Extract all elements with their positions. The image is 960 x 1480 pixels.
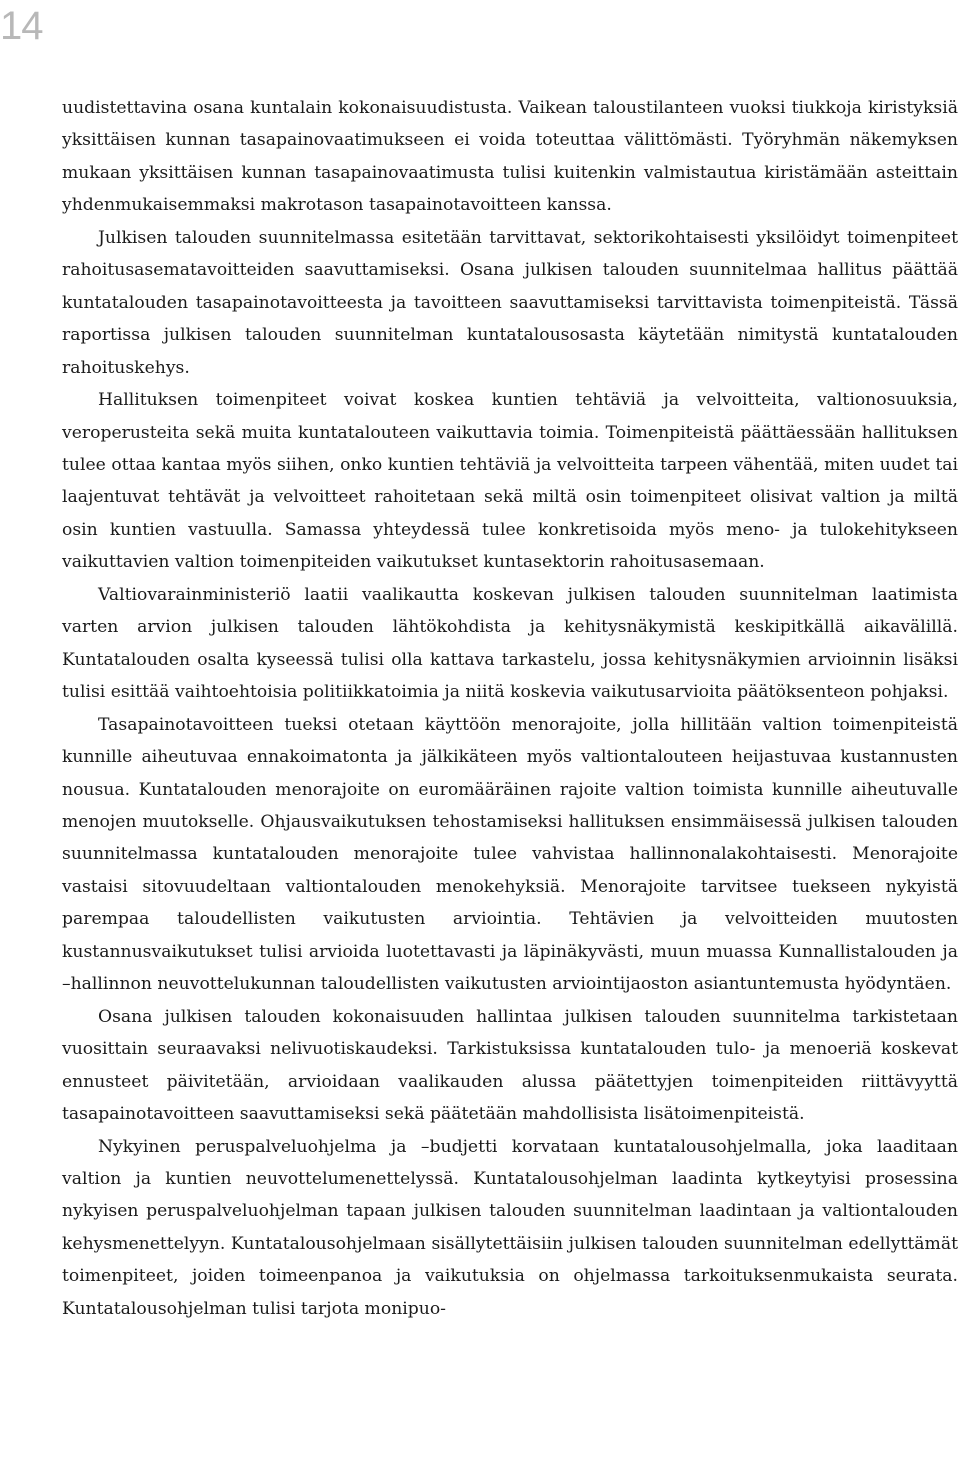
body-text [62, 92, 958, 1325]
paragraph-7: Nykyinen peruspalveluohjelma ja –budjetti korvataan kuntatalousohjelmalla, joka laaditaan valtion ja kuntien neuvottelumenettelyssä. Kuntatalousohjelman laadinta kytkeytyisi prosessina nykyisen peruspalveluohjelman tapaan julkisen talouden suunnitelman laadintaan ja valtiontalouden kehysmenettelyyn. Kuntatalousohjelmaan sisällytettäisiin julkisen talouden suunnitelman edellyttämät toimenpiteet, joiden toimeenpanoa ja vaikutuksia on ohjelmassa tarkoituksenmukaista seurata. Kuntatalousohjelman tulisi tarjota monipuo- [62, 1136, 958, 1319]
paragraph-5: Tasapainotavoitteen tueksi otetaan käyttöön menorajoite, jolla hillitään valtion toimenpiteistä kunnille aiheutuvaa ennakoimatonta ja jälkikäteen myös valtiontalouteen heijastuvaa kustannusten nousua. Kuntatalouden menorajoite on euromääräinen rajoite valtion toimista kunnille aiheutuvalle menojen muutokselle. Ohjausvaikutuksen tehostamiseksi hallituksen ensimmäisessä julkisen talouden suunnitelmassa kuntatalouden menorajoite tulee vahvistaa hallinnonalakohtaisesti. Menorajoite vastaisi sitovuudeltaan valtiontalouden menokehyksiä. Menorajoite tarvitsee tuekseen nykyistä parempaa taloudellisten vaikutusten arviointia. Tehtävien ja velvoitteiden muutosten kustannusvaikutukset tulisi arvioida luotettavasti ja läpinäkyvästi, muun muassa Kunnallistalouden ja –hallinnon neuvottelukunnan taloudellisten vaikutusten arviointijaoston asiantuntemusta hyödyntäen. [62, 714, 958, 995]
paragraph-6: Osana julkisen talouden kokonaisuuden hallintaa julkisen talouden suunnitelma tarkistetaan vuosittain seuraavaksi nelivuotiskaudeksi. Tarkistuksissa kuntatalouden tulo- ja menoeriä koskevat ennusteet päivitetään, arvioidaan vaalikauden alussa päätettyjen toimenpiteiden riittävyyttä tasapainotavoitteen saavuttamiseksi sekä päätetään mahdollisista lisätoimenpiteistä. [62, 1006, 958, 1125]
paragraph-4: Valtiovarainministeriö laatii vaalikautta koskevan julkisen talouden suunnitelman laatimista varten arvion julkisen talouden lähtökohdista ja kehitysnäkymistä keskipitkällä aikavälillä. Kuntatalouden osalta kyseessä tulisi olla kattava tarkastelu, jossa kehitysnäkymien arvioinnin lisäksi tulisi esittää vaihtoehtoisia politiikkatoimia ja niitä koskevia vaikutusarvioita päätöksenteon pohjaksi. [62, 584, 958, 703]
paragraph-2: Julkisen talouden suunnitelmassa esitetään tarvittavat, sektorikohtaisesti yksilöidyt toimenpiteet rahoitusasematavoitteiden saavuttamiseksi. Osana julkisen talouden suunnitelmaa hallitus päättää kuntatalouden tasapainotavoitteesta ja tavoitteen saavuttamiseksi tarvittavista toimenpiteistä. Tässä raportissa julkisen talouden suunnitelman kuntatalousosasta käytetään nimitystä kuntatalouden rahoituskehys. [62, 227, 958, 378]
page-number: 14 [0, 4, 43, 48]
paragraph-3: Hallituksen toimenpiteet voivat koskea kuntien tehtäviä ja velvoitteita, valtionosuuksia, veroperusteita sekä muita kuntatalouteen vaikuttavia toimia. Toimenpiteistä päättäessään hallituksen tulee ottaa kantaa myös siihen, onko kuntien tehtäviä ja velvoitteita tarpeen vähentää, miten uudet tai laajentuvat tehtävät ja velvoitteet rahoitetaan sekä miltä osin toimenpiteet olisivat valtion ja miltä osin kuntien vastuulla. Samassa yhteydessä tulee konkretisoida myös meno- ja tulokehitykseen vaikuttavien valtion toimenpiteiden vaikutukset kuntasektorin rahoitusasemaan. [62, 390, 958, 573]
paragraph-1: uudistettavina osana kuntalain kokonaisuudistusta. Vaikean taloustilanteen vuoksi tiukkoja kiristyksiä yksittäisen kunnan tasapainovaatimukseen ei voida toteuttaa välittömästi. Työryhmän näkemyksen mukaan yksittäisen kunnan tasapainovaatimusta tulisi kuitenkin valmistautua kiristämään asteittain yhdenmukaisemmaksi makrotason tasapainotavoitteen kanssa. [62, 98, 958, 216]
